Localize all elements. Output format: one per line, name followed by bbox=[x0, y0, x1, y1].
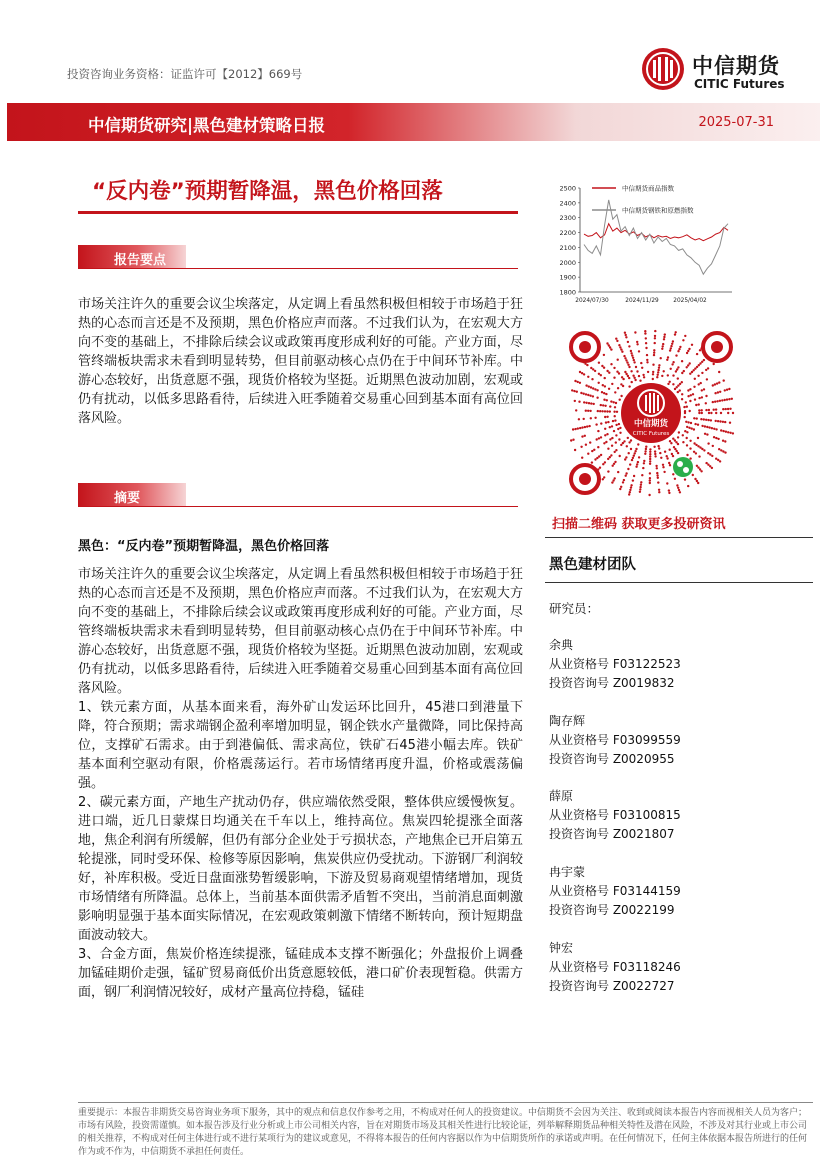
researcher-cert: 投资咨询号 Z0019832 bbox=[549, 676, 675, 690]
report-series-title: 中信期货研究|黑色建材策略日报 bbox=[88, 116, 326, 135]
company-logo bbox=[640, 44, 810, 96]
summary-paragraph: 2、碳元素方面，产地生产扰动仍存，供应端依然受限，整体供应缓慢恢复。进口端，近几日蒙煤日均通关在千车以上，维持高位。焦炭四轮提涨全面落地，焦企利润有所缓解，但仍有部分企业处于亏损状态，产地焦企已开启第五轮提涨，同时受环保、检修等原因影响，焦炭供应仍受扰动。下游钢厂利润较好，补库积极。受近日盘面涨势暂缓影响，下游及贸易商观望情绪增加，现货市场情绪有所降温。总体上，当前基本面供需矛盾暂不突出，当前消息面刺激影响明显强于基本面实际情况，在宏观政策刺激下情绪不断转向，预计短期盘面波动较大。 bbox=[78, 795, 523, 943]
team-title: 黑色建材团队 bbox=[549, 557, 636, 573]
summary-label: 摘要 bbox=[114, 491, 141, 506]
disclaimer-text: 重要提示：本报告非期货交易咨询业务项下服务，其中的观点和信息仅作参考之用，不构成对任何人的投资建议。中信期货不会因为关注、收到或阅读本报告内容而视相关人员为客户；市场有风险，投资需谨慎。如本报告涉及行业分析或上市公司相关内容，旨在对期货市场及其相关性进行比较论证，列举解释期货品种相关特性及潜在风险，不涉及对其行业或上市公司的相关推荐，不构成对任何主体进行或不进行某项行为的建议或意见，不得将本报告的任何内容据以作为中信期货所作的承诺或声明。在任何情况下，任何主体依据本报告所进行的任何作为或不作为，中信期货不承担任何责任。 bbox=[78, 1108, 808, 1157]
chart-y-tick-label: 2200 bbox=[559, 229, 576, 238]
researcher-cert: 从业资格号 F03099559 bbox=[549, 733, 681, 747]
chart-y-tick-label: 1900 bbox=[559, 273, 576, 282]
chart-y-tick-label: 2100 bbox=[559, 243, 576, 252]
researcher-cert: 从业资格号 F03118246 bbox=[549, 960, 681, 974]
researcher-cert: 从业资格号 F03144159 bbox=[549, 884, 681, 898]
key-points-section-tag bbox=[78, 245, 518, 269]
chart-x-tick-label: 2024/07/30 bbox=[575, 298, 609, 304]
qr-code[interactable] bbox=[563, 325, 739, 501]
chart-x-tick-label: 2024/11/29 bbox=[625, 298, 659, 304]
summary-body bbox=[78, 565, 523, 1090]
report-headline: “反内卷”预期暂降温，黑色价格回落 bbox=[92, 179, 443, 204]
researcher-cert: 投资咨询号 Z0022727 bbox=[549, 979, 675, 993]
researcher-name: 薛原 bbox=[549, 789, 574, 803]
key-points-label: 报告要点 bbox=[114, 253, 167, 268]
researcher-entry bbox=[549, 863, 681, 920]
researcher-entry bbox=[549, 787, 681, 844]
researchers-label: 研究员： bbox=[549, 601, 600, 616]
key-points-text: 市场关注许久的重要会议尘埃落定，从定调上看虽然积极但相较于市场趋于狂热的心态而言还是不及预期，黑色价格应声而落。不过我们认为，在宏观大方向不变的基础上，不排除后续会议或政策再度形成利好的可能。产业方面，尽管终端板块需求未看到明显转势，但目前驱动核心点仍在于中间环节补库。中游心态较好，出货意愿不强，现货价格较为坚挺。近期黑色波动加剧，宏观或仍有扰动，以低多思路看待，后续进入旺季随着交易重心回到基本面有高位回落风险。 bbox=[78, 297, 523, 426]
researcher-entry bbox=[549, 636, 681, 693]
researcher-cert: 从业资格号 F03100815 bbox=[549, 808, 681, 822]
researcher-cert: 投资咨询号 Z0022199 bbox=[549, 903, 675, 917]
logo-chinese-name: 中信期货 bbox=[692, 54, 780, 78]
researcher-name: 余典 bbox=[549, 638, 574, 652]
chart-legend-label: 中信期货钢铁和原燃指数 bbox=[622, 206, 694, 215]
researcher-name: 冉宇蒙 bbox=[549, 865, 586, 879]
summary-heading: 黑色：“反内卷”预期暂降温，黑色价格回落 bbox=[78, 539, 330, 554]
report-banner bbox=[7, 103, 820, 141]
report-date: 2025-07-31 bbox=[698, 115, 774, 130]
footer-divider bbox=[78, 1102, 813, 1103]
researcher-name: 钟宏 bbox=[549, 941, 574, 955]
researcher-entry bbox=[549, 712, 681, 769]
chart-y-tick-label: 1800 bbox=[559, 288, 576, 297]
chart-series-line bbox=[584, 224, 728, 241]
researcher-cert: 投资咨询号 Z0020955 bbox=[549, 752, 675, 766]
summary-paragraph: 1、铁元素方面，从基本面来看，海外矿山发运环比回升，45港口到港量下降，符合预期；需求端钢企盈利率增加明显，钢企铁水产量微降，同比保持高位，支撑矿石需求。由于到港偏低、需求高位，铁矿石45港小幅去库。铁矿基本面利空驱动有限，价格震荡运行。若市场情绪再度升温，价格或震荡偏强。 bbox=[78, 700, 523, 791]
chart-y-tick-label: 2000 bbox=[559, 258, 576, 267]
chart-x-tick-label: 2025/04/02 bbox=[673, 298, 707, 304]
qr-center-en: CITIC Futures bbox=[632, 431, 670, 437]
chart-legend-label: 中信期货商品指数 bbox=[622, 184, 674, 193]
researcher-entry bbox=[549, 939, 681, 996]
researcher-cert: 从业资格号 F03122523 bbox=[549, 657, 681, 671]
index-line-chart bbox=[550, 180, 740, 312]
summary-paragraph: 市场关注许久的重要会议尘埃落定，从定调上看虽然积极但相较于市场趋于狂热的心态而言还是不及预期，黑色价格应声而落。不过我们认为，在宏观大方向不变的基础上，不排除后续会议或政策再度形成利好的可能。产业方面，尽管终端板块需求未看到明显转势，但目前驱动核心点仍在于中间环节补库。中游心态较好，出货意愿不强，现货价格较为坚挺。近期黑色波动加剧，宏观或仍有扰动，以低多思路看待，后续进入旺季随着交易重心回到基本面有高位回落风险。 bbox=[78, 567, 523, 696]
summary-section-tag bbox=[78, 483, 518, 507]
chart-y-tick-label: 2300 bbox=[559, 214, 576, 223]
license-text: 投资咨询业务资格：证监许可【2012】669号 bbox=[67, 67, 303, 81]
qr-caption: 扫描二维码 获取更多投研资讯 bbox=[552, 517, 726, 532]
logo-english-name: CITIC Futures bbox=[694, 77, 785, 91]
citic-logo-icon bbox=[640, 46, 686, 92]
researcher-name: 陶存辉 bbox=[549, 714, 586, 728]
chart-y-tick-label: 2500 bbox=[559, 184, 576, 193]
qr-center-cn: 中信期货 bbox=[633, 419, 669, 429]
summary-paragraph: 3、合金方面，焦炭价格连续提涨，锰硅成本支撑不断强化；外盘报价上调叠加锰硅期价走强，锰矿贸易商低价出货意愿较低，港口矿价表现暂稳。供需方面，钢厂利润情况较好，成材产量高位持稳，锰硅 bbox=[78, 947, 523, 1000]
headline-underline bbox=[78, 211, 518, 214]
chart-y-tick-label: 2400 bbox=[559, 199, 576, 208]
researcher-cert: 投资咨询号 Z0021807 bbox=[549, 827, 675, 841]
divider bbox=[545, 537, 813, 538]
divider bbox=[545, 582, 813, 583]
